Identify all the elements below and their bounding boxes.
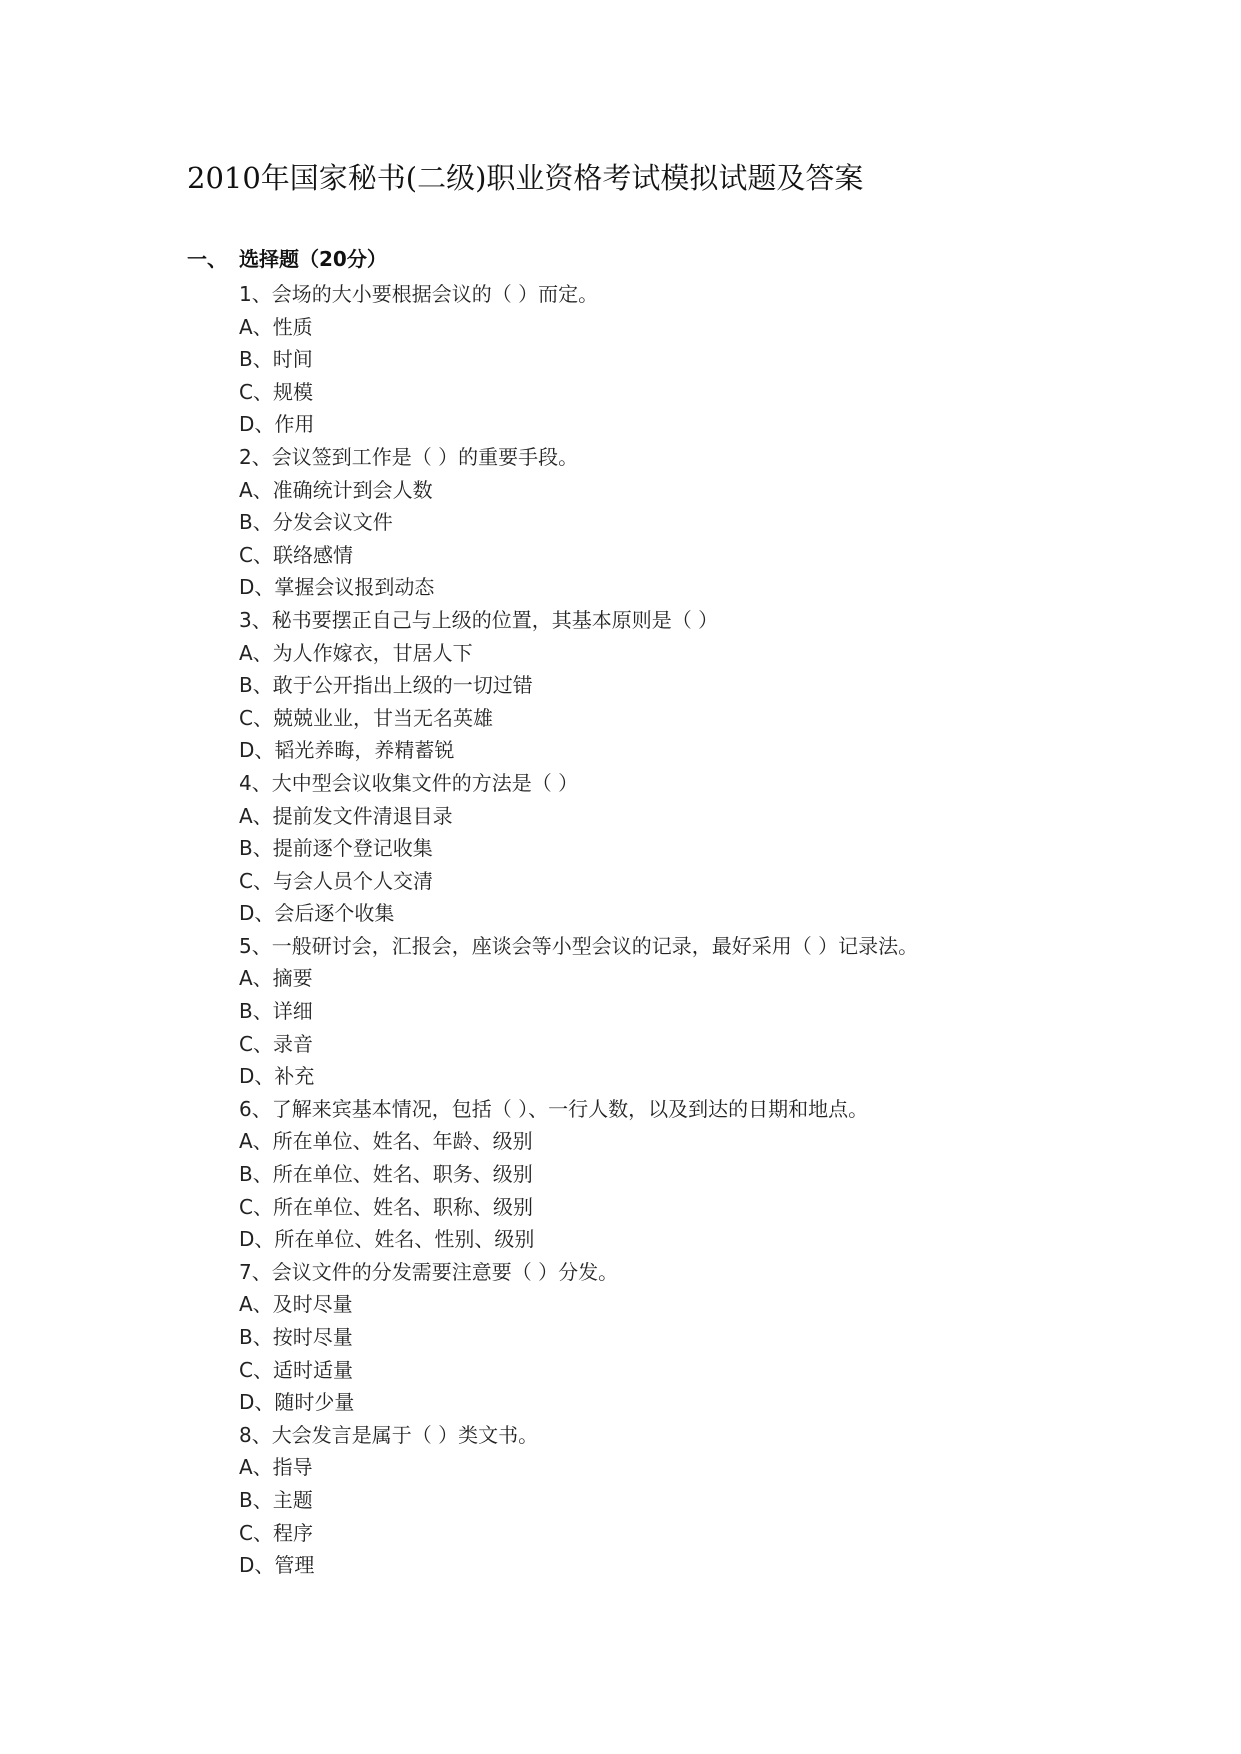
answer-option: A、为人作嫁衣，甘居人下 [239, 640, 473, 665]
answer-option: C、程序 [239, 1520, 313, 1545]
question-text: 7、会议文件的分发需要注意要（ ）分发。 [239, 1259, 619, 1284]
answer-option: B、详细 [239, 999, 313, 1024]
answer-option: C、与会人员个人交清 [239, 868, 433, 893]
answer-option: D、随时少量 [239, 1390, 355, 1415]
answer-option: C、联络感情 [239, 542, 353, 567]
answer-option: D、所在单位、姓名、性别、级别 [239, 1227, 535, 1252]
document-title: 2010年国家秘书(二级)职业资格考试模拟试题及答案 [187, 161, 864, 195]
answer-option: B、提前逐个登记收集 [239, 836, 433, 861]
answer-option: A、提前发文件清退目录 [239, 803, 453, 828]
question-text: 4、大中型会议收集文件的方法是（ ） [239, 770, 579, 795]
question-text: 3、秘书要摆正自己与上级的位置，其基本原则是（ ） [239, 607, 719, 632]
question-list [239, 278, 918, 1582]
answer-option: D、会后逐个收集 [239, 901, 395, 926]
answer-option: B、主题 [239, 1487, 313, 1512]
question-text: 8、大会发言是属于（ ）类文书。 [239, 1422, 539, 1447]
answer-option: A、准确统计到会人数 [239, 477, 433, 502]
answer-option: A、摘要 [239, 966, 313, 991]
answer-option: B、时间 [239, 347, 313, 372]
answer-option: C、兢兢业业，甘当无名英雄 [239, 705, 493, 730]
answer-option: D、管理 [239, 1553, 315, 1578]
answer-option: A、及时尽量 [239, 1292, 353, 1317]
answer-option: A、所在单位、姓名、年龄、级别 [239, 1129, 533, 1154]
question-text: 5、一般研讨会，汇报会，座谈会等小型会议的记录，最好采用（ ）记录法。 [239, 933, 919, 958]
section-title: 选择题（20分） [239, 247, 387, 271]
section-heading [187, 244, 387, 274]
answer-option: A、性质 [239, 314, 313, 339]
answer-option: B、分发会议文件 [239, 510, 393, 535]
answer-option: D、韬光养晦，养精蓄锐 [239, 738, 455, 763]
answer-option: C、规模 [239, 379, 313, 404]
section-number: 一、 [187, 247, 227, 271]
answer-option: B、敢于公开指出上级的一切过错 [239, 673, 533, 698]
answer-option: D、掌握会议报到动态 [239, 575, 435, 600]
answer-option: B、所在单位、姓名、职务、级别 [239, 1162, 533, 1187]
answer-option: C、适时适量 [239, 1357, 353, 1382]
answer-option: D、作用 [239, 412, 315, 437]
question-text: 2、会议签到工作是（ ）的重要手段。 [239, 444, 579, 469]
answer-option: A、指导 [239, 1455, 313, 1480]
answer-option: D、补充 [239, 1064, 315, 1089]
answer-option: C、所在单位、姓名、职称、级别 [239, 1194, 533, 1219]
question-text: 6、了解来宾基本情况，包括（ ）、一行人数，以及到达的日期和地点。 [239, 1096, 869, 1121]
question-text: 1、会场的大小要根据会议的（ ）而定。 [239, 282, 599, 306]
answer-option: C、录音 [239, 1031, 313, 1056]
answer-option: B、按时尽量 [239, 1325, 353, 1349]
